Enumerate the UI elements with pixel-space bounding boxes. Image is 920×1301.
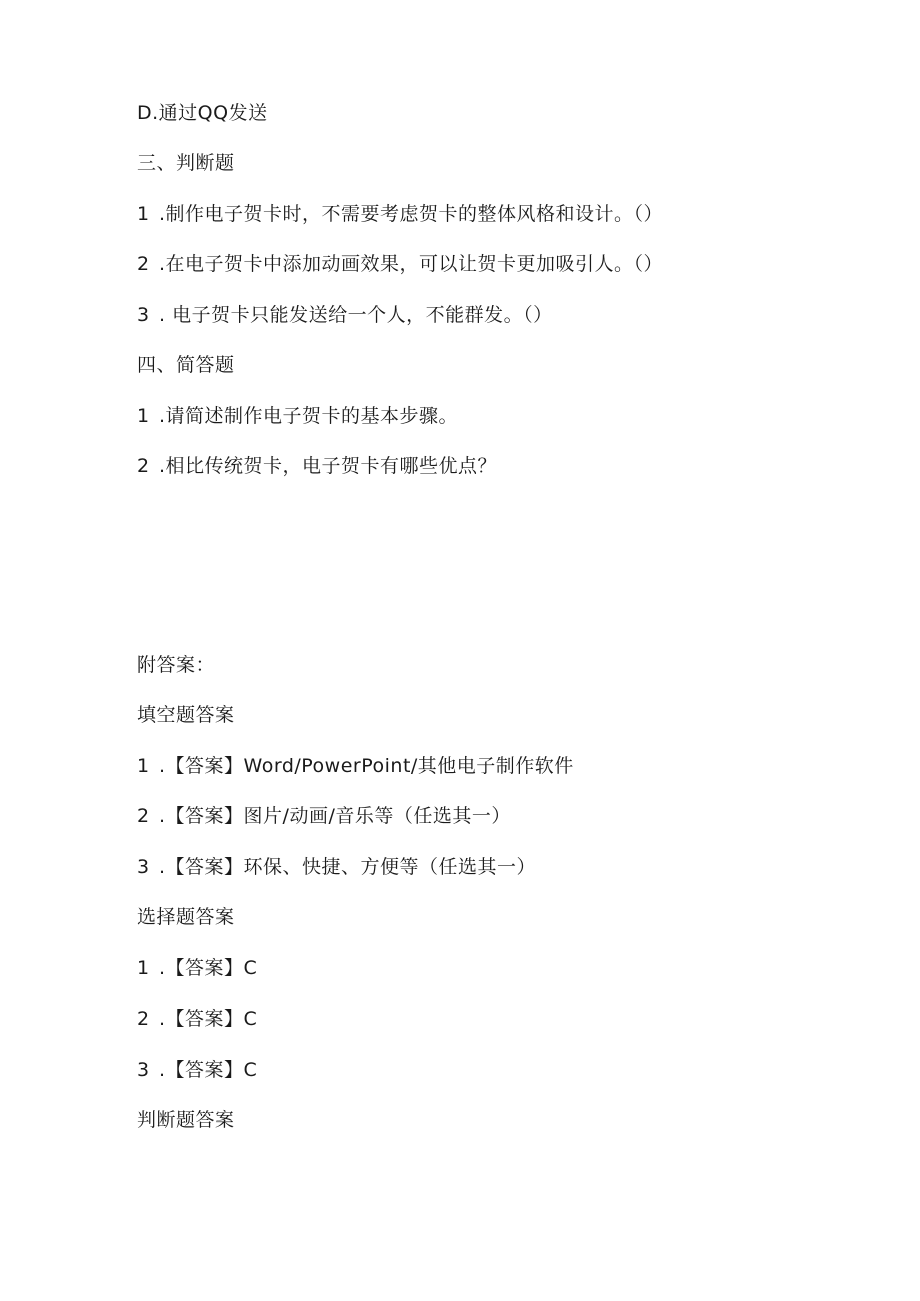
section-heading-text: 四、简答题 — [137, 354, 235, 376]
fill-blank-answer-3 — [137, 855, 536, 879]
answer-text: .【答案】C — [159, 1059, 258, 1081]
section-heading-true-false — [137, 151, 235, 175]
true-false-question-3 — [137, 303, 553, 327]
question-number: 1 — [137, 405, 150, 427]
answer-number: 1 — [137, 755, 150, 777]
question-number: 2 — [137, 455, 150, 477]
answer-number: 2 — [137, 805, 150, 827]
choice-answer-3 — [137, 1058, 257, 1082]
fill-blank-answer-2 — [137, 804, 511, 828]
question-number: 2 — [137, 253, 150, 275]
answer-text: .【答案】图片/动画/音乐等（任选其一） — [159, 805, 511, 827]
answer-number: 2 — [137, 1008, 150, 1030]
short-answer-question-1 — [137, 404, 458, 428]
question-text: .在电子贺卡中添加动画效果，可以让贺卡更加吸引人。（） — [159, 253, 664, 275]
question-number: 3 — [137, 304, 150, 326]
question-text: . 电子贺卡只能发送给一个人，不能群发。（） — [159, 304, 553, 326]
question-text: .制作电子贺卡时，不需要考虑贺卡的整体风格和设计。（） — [159, 203, 664, 225]
fill-blank-answers-heading — [137, 703, 235, 727]
choice-answers-heading — [137, 905, 235, 929]
section-heading-text: 三、判断题 — [137, 152, 235, 174]
answer-number: 3 — [137, 856, 150, 878]
answers-heading — [137, 653, 215, 677]
section-heading-text: 判断题答案 — [137, 1109, 235, 1131]
question-number: 1 — [137, 203, 150, 225]
true-false-answers-heading — [137, 1108, 235, 1132]
fill-blank-answer-1 — [137, 754, 574, 778]
true-false-question-2 — [137, 252, 663, 276]
answer-text: .【答案】C — [159, 957, 258, 979]
option-d-text: D.通过QQ发送 — [137, 102, 268, 124]
true-false-question-1 — [137, 202, 663, 226]
section-heading-text: 填空题答案 — [137, 704, 235, 726]
answer-number: 1 — [137, 957, 150, 979]
answer-text: .【答案】环保、快捷、方便等（任选其一） — [159, 856, 537, 878]
short-answer-question-2 — [137, 454, 497, 478]
section-heading-text: 选择题答案 — [137, 906, 235, 928]
section-heading-short-answer — [137, 353, 235, 377]
choice-answer-2 — [137, 1007, 257, 1031]
option-d — [137, 101, 268, 125]
answer-number: 3 — [137, 1059, 150, 1081]
answer-text: .【答案】Word/PowerPoint/其他电子制作软件 — [159, 755, 574, 777]
answers-heading-text: 附答案： — [137, 654, 216, 676]
question-text: .请简述制作电子贺卡的基本步骤。 — [159, 405, 459, 427]
choice-answer-1 — [137, 956, 257, 980]
answer-text: .【答案】C — [159, 1008, 258, 1030]
question-text: .相比传统贺卡，电子贺卡有哪些优点？ — [159, 455, 498, 477]
